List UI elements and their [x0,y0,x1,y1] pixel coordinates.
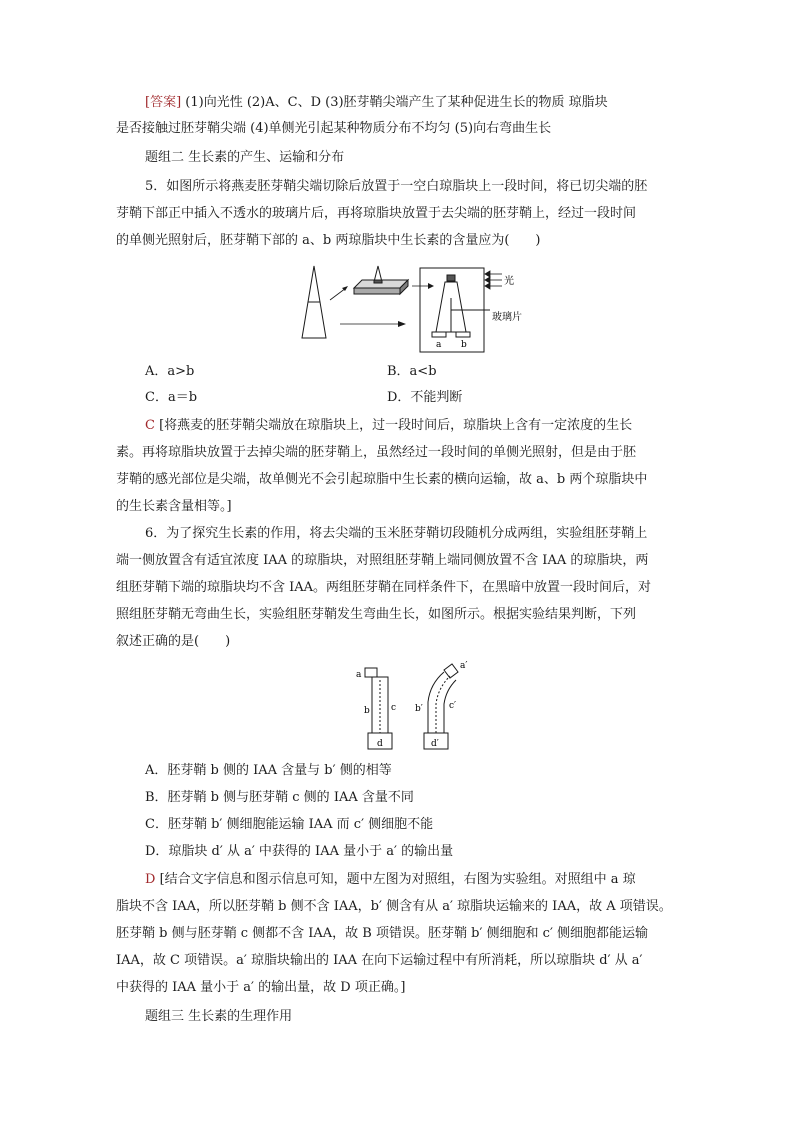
group2-heading: 题组二 生长素的产生、运输和分布 [145,150,345,165]
q6-answer-letter: D [145,872,156,887]
q6-stem-line-5: 叙述正确的是( ) [116,634,231,649]
q6-explain-line-3: 胚芽鞘 b 侧与胚芽鞘 c 侧都不含 IAA，故 B 项错误。胚芽鞘 b′ 侧细胞和 c′ 侧细胞都能运输 [116,926,649,941]
q5-label-b: b [461,340,467,350]
q6-explain-line-5: 中获得的 IAA 量小于 a′ 的输出量，故 D 项正确。] [116,980,406,995]
q6-label-a: a [356,670,362,680]
q5-explain-text-1: [将燕麦的胚芽鞘尖端放在琼脂块上，过一段时间后，琼脂块上含有一定浓度的生长 [154,418,633,433]
q6-label-d-prime: d′ [431,739,439,749]
q6-figure [350,660,480,752]
q6-option-d: D．琼脂块 d′ 从 a′ 中获得的 IAA 量小于 a′ 的输出量 [145,844,454,859]
q6-label-c: c [391,703,397,713]
q5-option-b: B．a<b [387,364,437,379]
q5-stem-line-2: 芽鞘下部正中插入不透水的玻璃片后，再将琼脂块放置于去尖端的胚芽鞘上，经过一段时间 [116,206,637,221]
light-box [420,268,490,352]
q6-explain-line-2: 脂块不含 IAA，所以胚芽鞘 b 侧不含 IAA，b′ 侧含有从 a′ 琼脂块运输来的 IAA，故 A 项错误。 [116,899,672,914]
q5-explain-line-2: 素。再将琼脂块放置于去掉尖端的胚芽鞘上，虽然经过一段时间的单侧光照射，但是由于胚 [116,445,637,460]
group3-heading: 题组三 生长素的生理作用 [145,1009,293,1024]
q5-stem-line-3: 的单侧光照射后，胚芽鞘下部的 a、b 两琼脂块中生长素的含量应为( ) [116,233,541,248]
light-arrows-icon [485,271,502,289]
q6-stem-line-2: 端一侧放置含有适宜浓度 IAA 的琼脂块，对照组胚芽鞘上端同侧放置不含 IAA 的琼脂块，两 [116,553,649,568]
q6-stem-line-1: 6．为了探究生长素的作用，将去尖端的玉米胚芽鞘切段随机分成两组，实验组胚芽鞘上 [145,526,648,541]
answer-text-1: (1)向光性 (2)A、C、D (3)胚芽鞘尖端产生了某种促进生长的物质 琼脂块 [181,95,608,110]
tip-on-agar-block [354,266,408,294]
q5-stem-line-1: 5．如图所示将燕麦胚芽鞘尖端切除后放置于一空白琼脂块上一段时间，将已切尖端的胚 [145,179,648,194]
q5-glass-label: 玻璃片 [492,312,522,323]
answer-line-1 [145,92,696,114]
answer-tag: [答案] [145,95,182,110]
q5-figure [290,258,540,358]
q5-option-d: D．不能判断 [387,390,463,405]
q6-stem-line-4: 照组胚芽鞘无弯曲生长，实验组胚芽鞘发生弯曲生长，如图所示。根据实验结果判断，下列 [116,607,637,622]
q5-explain-line-1 [145,415,696,437]
q6-stem-line-3: 组胚芽鞘下端的琼脂块均不含 IAA。两组胚芽鞘在同样条件下，在黑暗中放置一段时间后，对 [116,580,652,595]
q5-explain-line-3: 芽鞘的感光部位是尖端，故单侧光不会引起琼脂中生长素的横向运输，故 a、b 两个琼脂块中 [116,472,648,487]
q5-light-label: 光 [504,276,514,287]
q6-option-c: C．胚芽鞘 b′ 侧细胞能运输 IAA 而 c′ 侧细胞不能 [145,817,434,832]
q6-label-b: b [364,706,370,716]
q5-explain-line-4: 的生长素含量相等。] [116,499,232,514]
answer-line-2: 是否接触过胚芽鞘尖端 (4)单侧光引起某种物质分布不均匀 (5)向右弯曲生长 [116,121,552,136]
q6-label-a-prime: a′ [460,661,468,671]
q6-explain-text-1: [结合文字信息和图示信息可知，题中左图为对照组，右图为实验组。对照组中 a 琼 [155,872,636,887]
q6-label-c-prime: c′ [449,701,457,711]
q6-explain-line-1 [145,869,696,891]
q6-label-d: d [377,739,383,749]
q6-label-b-prime: b′ [415,704,423,714]
q5-answer-letter: C [145,418,155,433]
q6-option-b: B．胚芽鞘 b 侧与胚芽鞘 c 侧的 IAA 含量不同 [145,790,414,805]
coleoptile-cone [302,266,326,338]
q5-option-a: A．a>b [145,364,195,379]
q6-option-a: A．胚芽鞘 b 侧的 IAA 含量与 b′ 侧的相等 [145,763,392,778]
q5-label-a: a [436,340,442,350]
q5-option-c: C．a＝b [145,390,198,405]
q6-explain-line-4: IAA，故 C 项错误。a′ 琼脂块输出的 IAA 在向下运输过程中有所消耗，所以琼脂块 d′ 从 a′ [116,953,643,968]
